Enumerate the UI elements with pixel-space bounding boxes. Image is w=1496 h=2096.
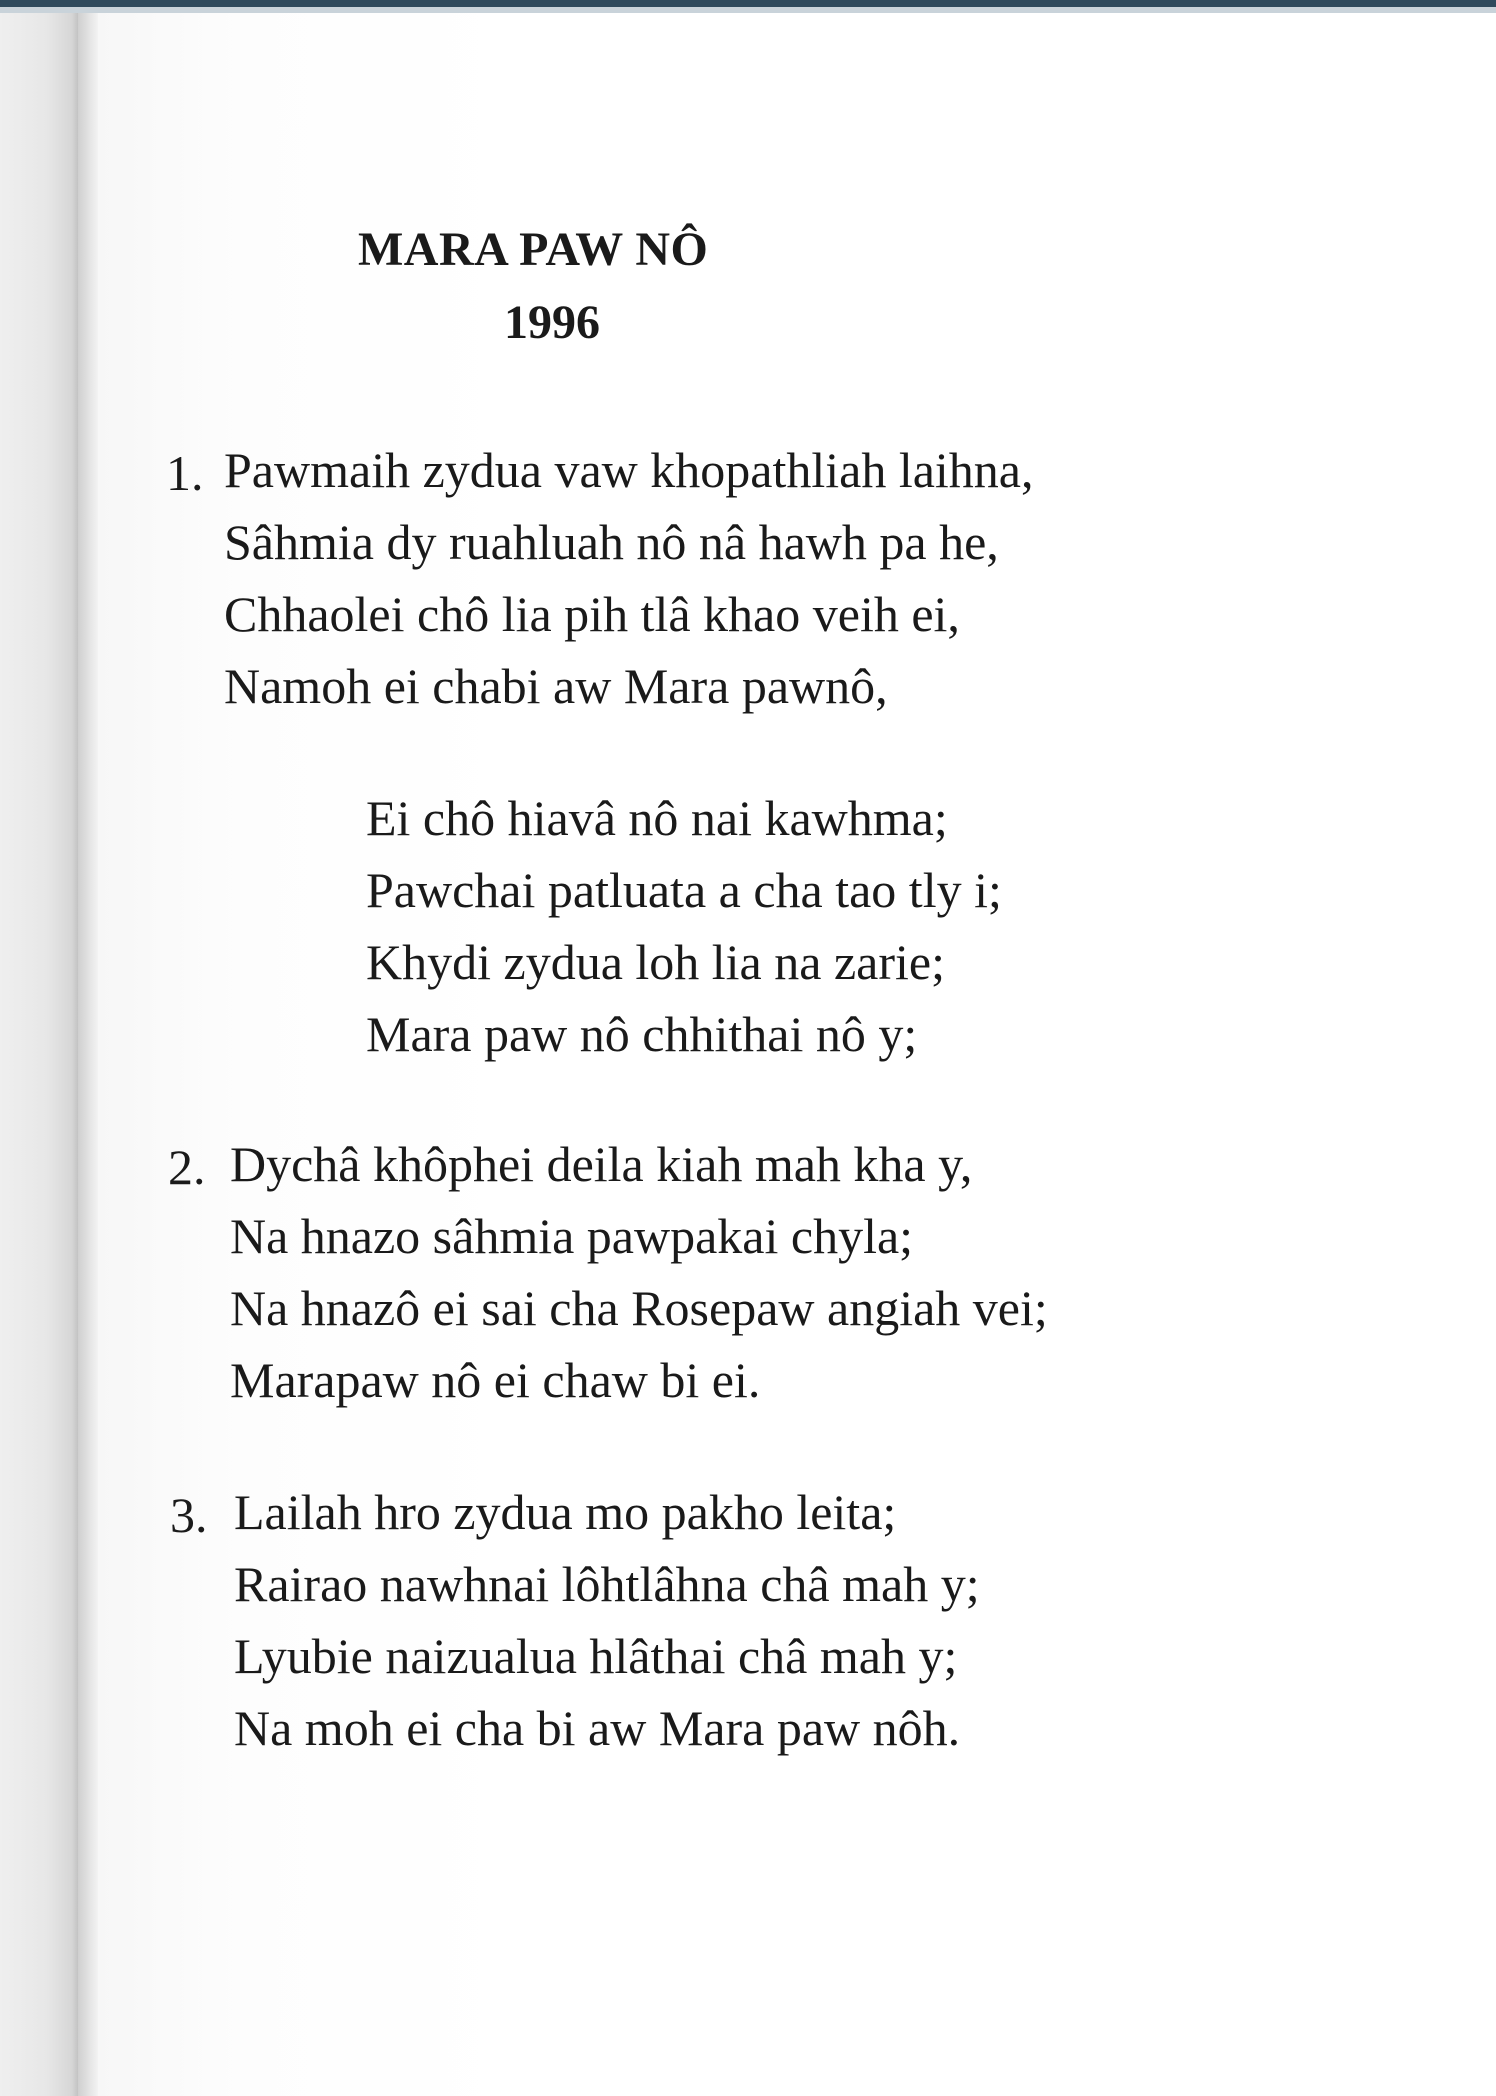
poem-line: Khydi zydua loh lia na zarie; <box>366 934 945 990</box>
stanza-3 <box>170 1476 980 1764</box>
poem-line: Na hnazô ei sai cha Rosepaw angiah vei; <box>230 1280 1048 1336</box>
poem-line: Ei chô hiavâ nô nai kawhma; <box>366 790 948 846</box>
page-gutter <box>0 13 78 2096</box>
poem-year: 1996 <box>504 296 600 349</box>
chorus-stanza <box>366 782 1002 1070</box>
stanza-number: 1. <box>166 445 204 501</box>
poem-line: Pawchai patluata a cha tao tly i; <box>366 862 1002 918</box>
stanza-2 <box>168 1128 1048 1416</box>
page-fold <box>78 13 98 2096</box>
book-top-edge <box>0 0 1496 7</box>
poem-line: Namoh ei chabi aw Mara pawnô, <box>224 658 888 714</box>
stanza-number: 2. <box>168 1139 206 1195</box>
poem-line: Lailah hro zydua mo pakho leita; <box>234 1484 897 1540</box>
poem-line: Dychâ khôphei deila kiah mah kha y, <box>230 1136 973 1192</box>
poem-line: Chhaolei chô lia pih tlâ khao veih ei, <box>224 586 960 642</box>
poem-line: Rairao nawhnai lôhtlâhna châ mah y; <box>234 1556 980 1612</box>
poem-line: Marapaw nô ei chaw bi ei. <box>230 1352 761 1408</box>
poem-line: Na moh ei cha bi aw Mara paw nôh. <box>234 1700 961 1756</box>
poem-title: MARA PAW NÔ <box>358 223 709 276</box>
poem-line: Lyubie naizualua hlâthai châ mah y; <box>234 1628 958 1684</box>
stanza-number: 3. <box>170 1487 208 1543</box>
poem-line: Mara paw nô chhithai nô y; <box>366 1006 918 1062</box>
poem-line: Sâhmia dy ruahluah nô nâ hawh pa he, <box>224 514 999 570</box>
stanza-1 <box>166 434 1034 722</box>
poem-line: Pawmaih zydua vaw khopathliah laihna, <box>224 442 1034 498</box>
poem-line: Na hnazo sâhmia pawpakai chyla; <box>230 1208 914 1264</box>
